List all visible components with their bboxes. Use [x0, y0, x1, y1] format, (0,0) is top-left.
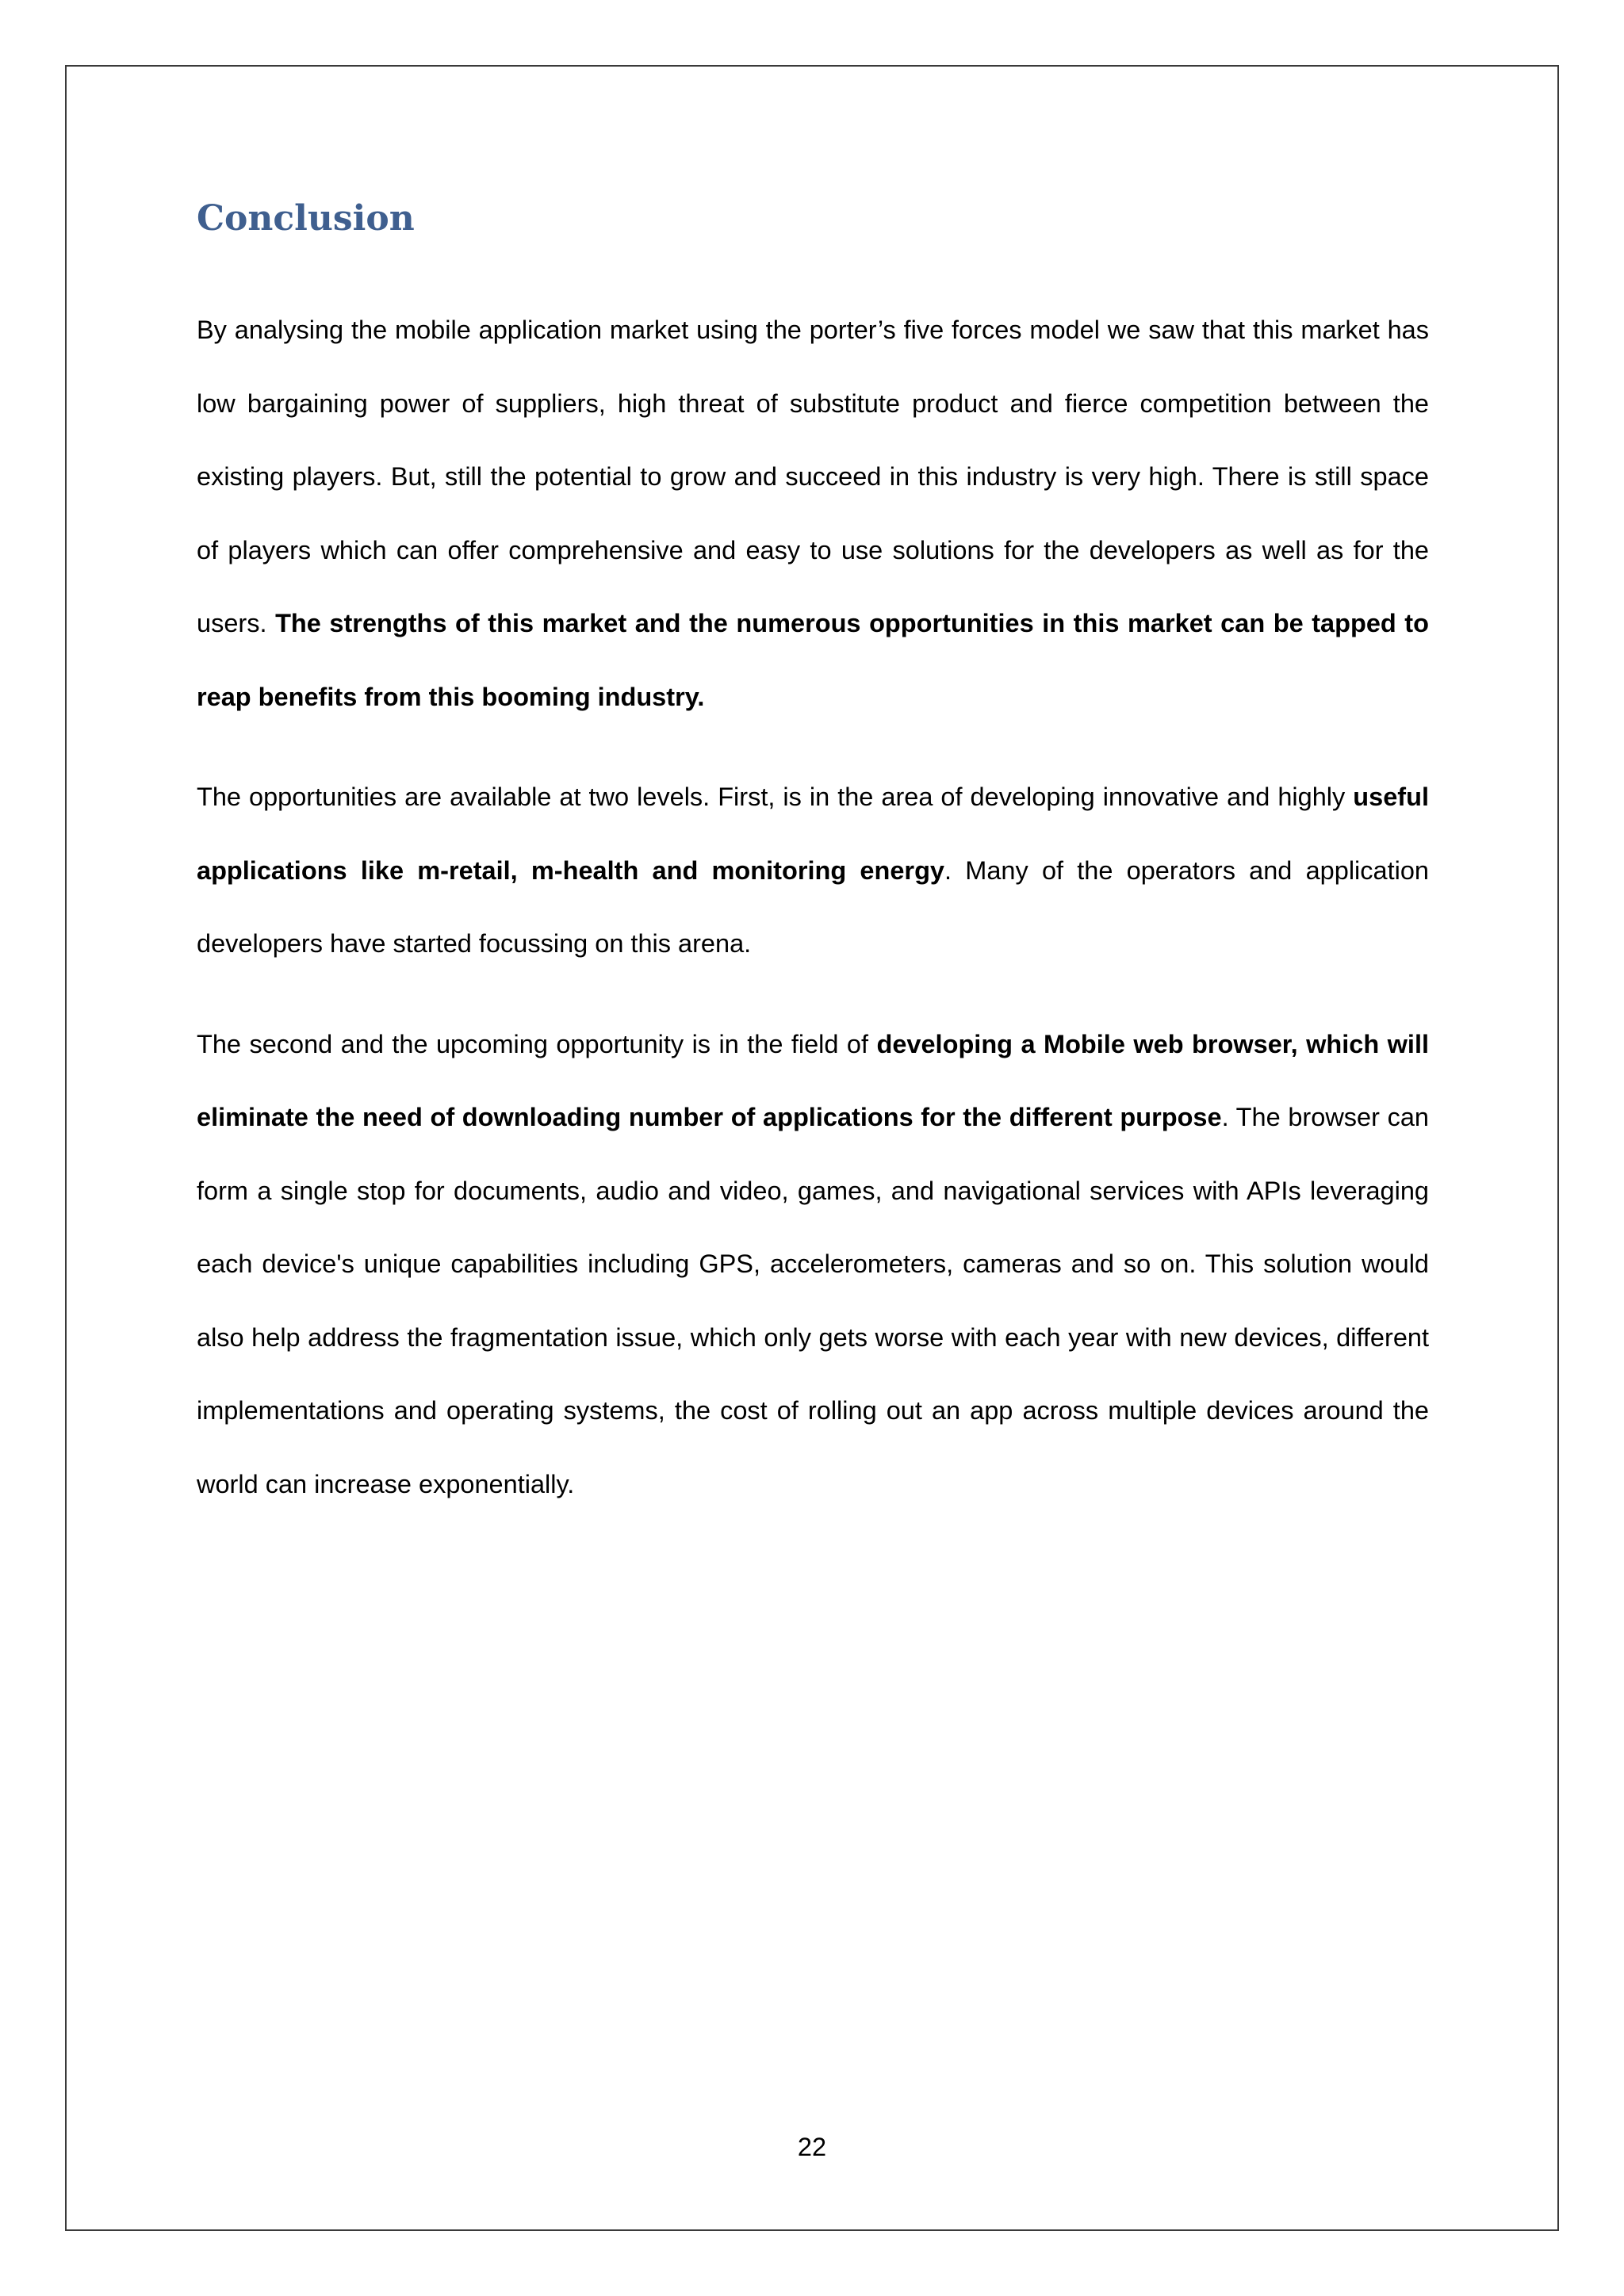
- page-content: [197, 187, 1429, 1548]
- paragraph-1: [197, 293, 1429, 733]
- paragraph-3-text-1: The second and the upcoming opportunity is in the field of: [197, 1029, 877, 1058]
- page-number: 22: [797, 2133, 827, 2161]
- paragraph-1-bold-1: The strengths of this market and the numerous opportunities in this market can be tapped to reap benefits from this booming industry.: [197, 609, 1429, 711]
- section-heading: Conclusion: [197, 198, 415, 239]
- paragraph-2-bold-1: useful applications like m-retail, m-health and monitoring energy: [197, 783, 1429, 885]
- paragraph-2: [197, 760, 1429, 981]
- paragraph-1-text-1: By analysing the mobile application market using the porter’s five forces model we saw that this market has low bargaining power of suppliers, high threat of substitute product and fierce competition between the existing players. But, still the potential to grow and succeed in this industry is very high. There is still space of players which can offer comprehensive and easy to use solutions for the developers as well as for the users.: [197, 316, 1429, 637]
- paragraph-3-text-2: . The browser can form a single stop for documents, audio and video, games, and navigational services with APIs leveraging each device's unique capabilities including GPS, accelerometers, cameras and so on. This solution would also help address the fragmentation issue, which only gets worse with each year with new devices, different implementations and operating systems, the cost of rolling out an app across multiple devices around the world can increase exponentially.: [197, 1103, 1429, 1498]
- paragraph-2-text-2: . Many of the operators and application developers have started focussing on this arena.: [197, 855, 1429, 958]
- paragraph-3: [197, 1008, 1429, 1521]
- paragraph-3-bold-1: developing a Mobile web browser, which will eliminate the need of downloading number of applications for the different purpose: [197, 1029, 1430, 1131]
- paragraph-2-text-1: The opportunities are available at two levels. First, is in the area of developing innovative and highly: [197, 783, 1354, 811]
